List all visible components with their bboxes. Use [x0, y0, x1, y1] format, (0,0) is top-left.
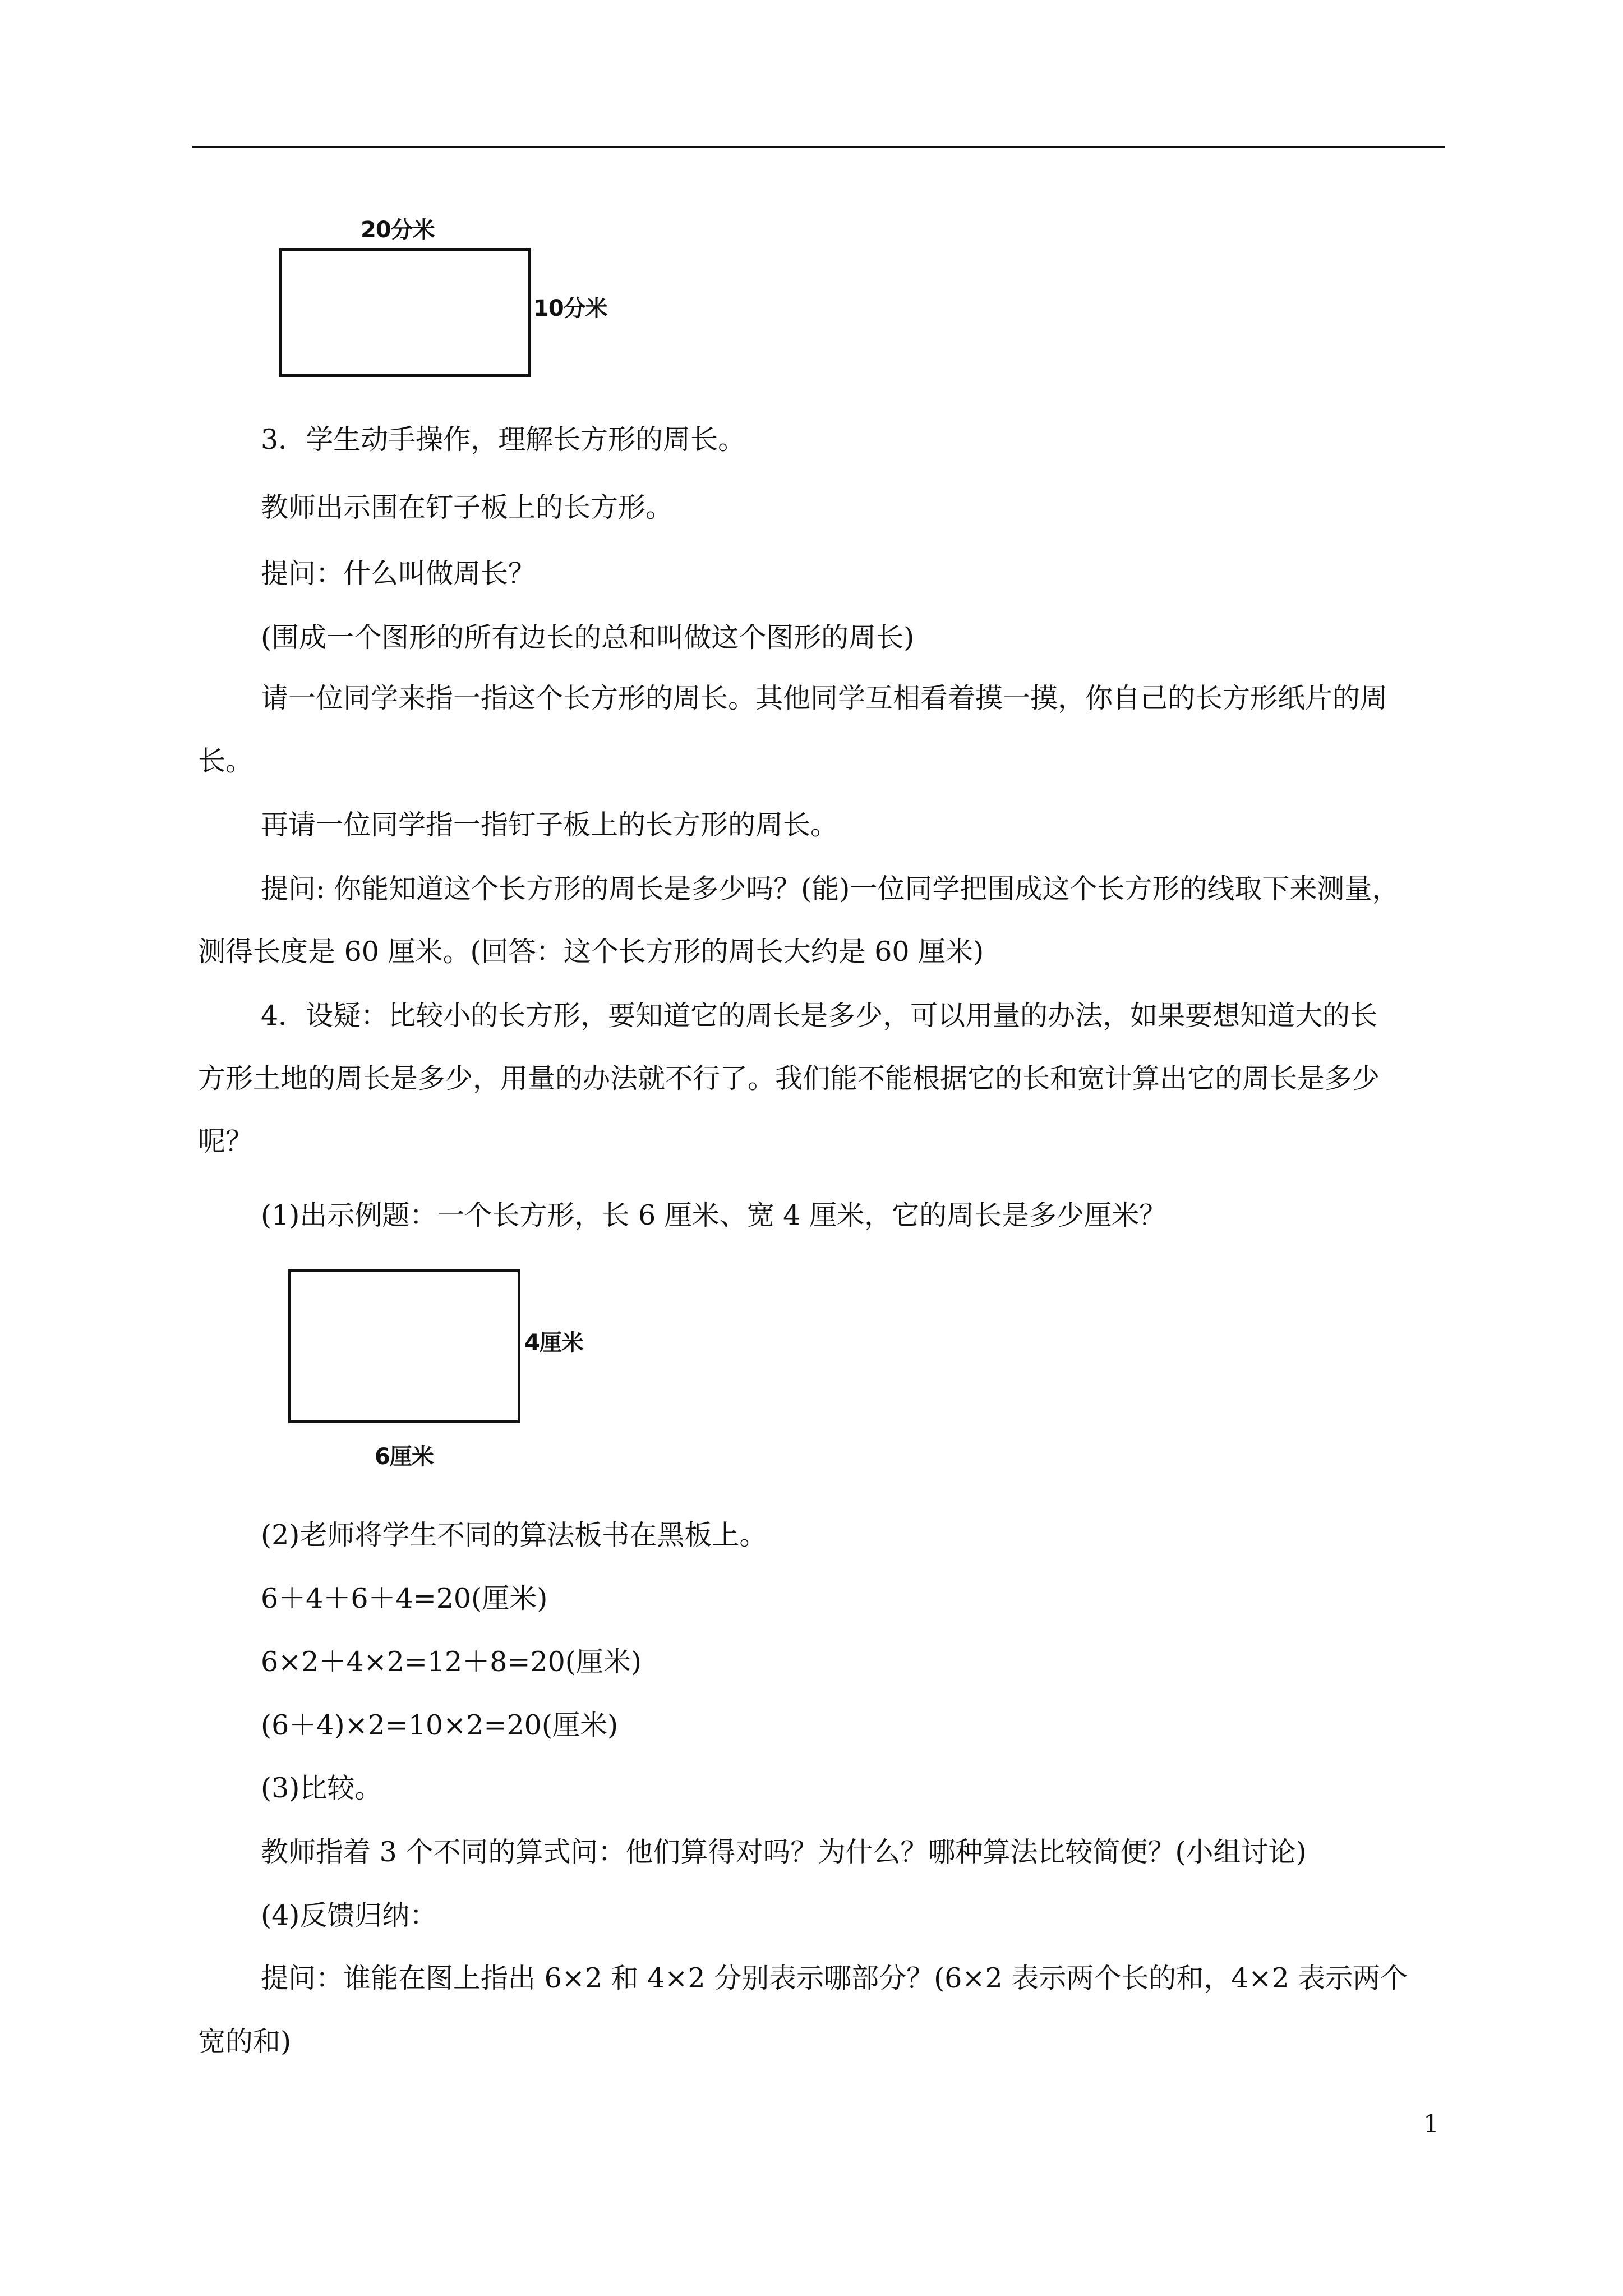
- paragraph-line: 呢？: [198, 1125, 253, 1157]
- paragraph-line: 提问：什么叫做周长？: [261, 558, 536, 590]
- paragraph-line: 再请一位同学指一指钉子板上的长方形的周长。: [261, 809, 838, 841]
- paragraph-line: 长。: [198, 745, 253, 777]
- paragraph-line: (1)出示例题：一个长方形，长 6 厘米、宽 4 厘米，它的周长是多少厘米？: [261, 1199, 1167, 1231]
- paragraph-line: 提问：谁能在图上指出 6×2 和 4×2 分别表示哪部分？(6×2 表示两个长的和，4×2 表示两个: [261, 1962, 1408, 1994]
- diagram2-side-label: 4厘米: [524, 1330, 583, 1356]
- header-rule: [192, 146, 1445, 148]
- paragraph-line: 提问: 你能知道这个长方形的周长是多少吗？(能)一位同学把围成这个长方形的线取下来测量，: [261, 873, 1400, 905]
- diagram1-side-label: 10分米: [533, 296, 607, 321]
- page-number: 1: [1423, 2110, 1439, 2138]
- paragraph-line: 方形土地的周长是多少，用量的办法就不行了。我们能不能根据它的长和宽计算出它的周长是多少: [198, 1062, 1380, 1094]
- paragraph-line: 教师指着 3 个不同的算式问：他们算得对吗？为什么？哪种算法比较简便？(小组讨论): [261, 1836, 1307, 1868]
- paragraph-line: (2)老师将学生不同的算法板书在黑板上。: [261, 1519, 767, 1551]
- rectangle-shape-1: [279, 248, 531, 377]
- paragraph-line: (围成一个图形的所有边长的总和叫做这个图形的周长): [261, 622, 915, 654]
- paragraph-line: 请一位同学来指一指这个长方形的周长。其他同学互相看着摸一摸，你自己的长方形纸片的周: [261, 682, 1388, 714]
- paragraph-line: 教师出示围在钉子板上的长方形。: [261, 491, 674, 523]
- paragraph-line: (3)比较。: [261, 1772, 382, 1804]
- paragraph-line: 测得长度是 60 厘米。(回答：这个长方形的周长大约是 60 厘米): [198, 936, 984, 968]
- formula-line: (6＋4)×2=10×2=20(厘米): [261, 1709, 619, 1741]
- paragraph-line: 宽的和): [198, 2026, 292, 2058]
- rectangle-shape-2: [288, 1269, 520, 1423]
- diagram1-top-label: 20分米: [361, 217, 435, 243]
- paragraph-line: 3．学生动手操作，理解长方形的周长。: [261, 424, 746, 455]
- formula-line: 6＋4＋6＋4=20(厘米): [261, 1582, 548, 1614]
- paragraph-line: (4)反馈归纳：: [261, 1899, 437, 1931]
- paragraph-line: 4．设疑：比较小的长方形，要知道它的周长是多少，可以用量的办法，如果要想知道大的长: [261, 1000, 1378, 1032]
- formula-line: 6×2＋4×2=12＋8=20(厘米): [261, 1646, 642, 1678]
- diagram2-bottom-label: 6厘米: [375, 1444, 434, 1470]
